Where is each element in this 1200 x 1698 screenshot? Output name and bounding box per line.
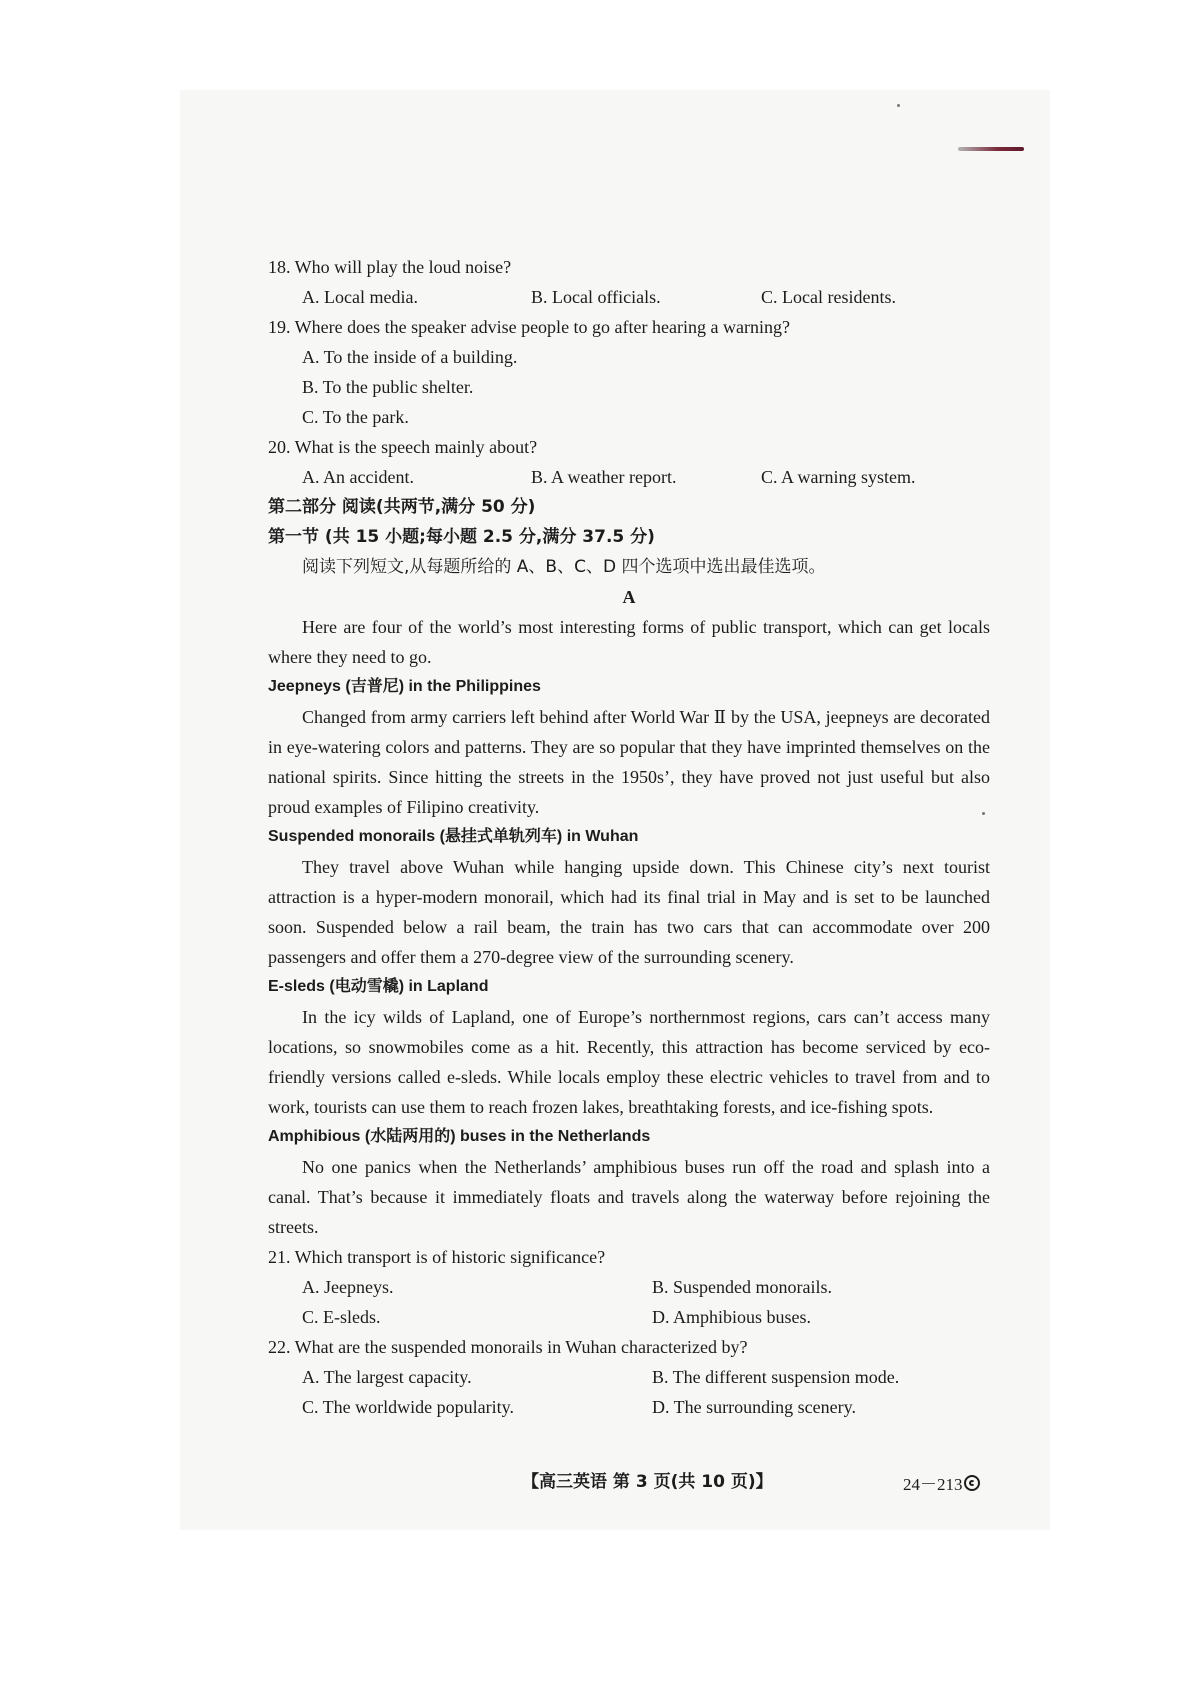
option-a: A. Jeepneys.	[302, 1277, 394, 1297]
section-text-jeepneys: Changed from army carriers left behind after World War Ⅱ by the USA, jeepneys are decorated in eye-watering colors and patterns. They are so popular that they have imprinted themselves on the national spirits. Since hitting the streets in the 1950s’, they have proved not just useful but also proud examples of Filipino creativity.	[268, 707, 990, 817]
options-row	[268, 462, 990, 492]
section-text-monorails: They travel above Wuhan while hanging upside down. This Chinese city’s next tourist attraction is a hyper-modern monorail, which had its final trial in May and is set to be launched soon. Suspended below a rail beam, the train has two cars that can accommodate over 200 passengers and offer them a 270-degree view of the surrounding scenery.	[268, 857, 990, 967]
paper-code-text: 24－213	[903, 1475, 963, 1494]
passage-letter: A	[622, 587, 636, 607]
paper-code	[903, 1470, 980, 1495]
option-a: A. Local media.	[302, 287, 418, 307]
scan-speck	[897, 104, 900, 107]
question-stem: 22. What are the suspended monorails in Wuhan characterized by?	[268, 1337, 748, 1357]
section-heading-e-sleds: E-sleds (电动雪橇) in Lapland	[268, 978, 489, 995]
option-b: B. To the public shelter.	[302, 377, 474, 397]
option-a: A. The largest capacity.	[302, 1367, 472, 1387]
options-row	[268, 1272, 990, 1302]
question-18	[268, 252, 990, 312]
option-c: C. The worldwide popularity.	[302, 1397, 514, 1417]
option-b: B. The different suspension mode.	[652, 1367, 900, 1387]
question-20	[268, 432, 990, 492]
option-c: C. E-sleds.	[302, 1307, 381, 1327]
option-d: D. The surrounding scenery.	[652, 1397, 856, 1417]
option-b: B. Suspended monorails.	[652, 1277, 832, 1297]
option-d: D. Amphibious buses.	[652, 1307, 812, 1327]
option-b: B. A weather report.	[531, 467, 677, 487]
option-a: A. An accident.	[302, 467, 414, 487]
question-stem: 20. What is the speech mainly about?	[268, 437, 538, 457]
section-text-amphibious-buses: No one panics when the Netherlands’ amphibious buses run off the road and splash into a canal. That’s because it immediately floats and travels along the waterway before rejoining the streets.	[268, 1157, 990, 1237]
section-title: 第一节 (共 15 小题;每小题 2.5 分,满分 37.5 分)	[268, 527, 655, 547]
instruction: 阅读下列短文,从每题所给的 A、B、C、D 四个选项中选出最佳选项。	[302, 557, 826, 577]
exam-page	[268, 252, 990, 1422]
option-c: C. To the park.	[302, 407, 409, 427]
option-c: C. A warning system.	[761, 467, 916, 487]
section-text-e-sleds: In the icy wilds of Lapland, one of Europe’s northernmost regions, cars can’t access many locations, so snowmobiles come as a hit. Recently, this attraction has become serviced by eco-friendly versions called e-sleds. While locals employ these electric vehicles to travel from and to work, tourists can use them to reach frozen lakes, breathtaking forests, and ice-fishing spots.	[268, 1007, 990, 1117]
part-title: 第二部分 阅读(共两节,满分 50 分)	[268, 497, 536, 517]
page-footer: 【高三英语 第 3 页(共 10 页)】	[522, 1472, 773, 1492]
options-row	[268, 282, 990, 312]
question-22	[268, 1332, 990, 1422]
passage-intro: Here are four of the world’s most interesting forms of public transport, which can get locals where they need to go.	[268, 617, 990, 667]
options-row	[268, 1362, 990, 1392]
section-heading-jeepneys: Jeepneys (吉普尼) in the Philippines	[268, 678, 541, 695]
section-heading-monorails: Suspended monorails (悬挂式单轨列车) in Wuhan	[268, 828, 639, 845]
question-19	[268, 312, 990, 432]
question-stem: 19. Where does the speaker advise people to go after hearing a warning?	[268, 317, 790, 337]
option-b: B. Local officials.	[531, 287, 661, 307]
question-stem: 18. Who will play the loud noise?	[268, 257, 512, 277]
circled-c-icon	[964, 1475, 980, 1491]
question-21	[268, 1242, 990, 1332]
corner-pen-mark	[958, 147, 1024, 151]
options-row	[268, 1392, 990, 1422]
options-row	[268, 1302, 990, 1332]
option-c: C. Local residents.	[761, 287, 896, 307]
section-heading-amphibious-buses: Amphibious (水陆两用的) buses in the Netherlands	[268, 1128, 651, 1145]
question-stem: 21. Which transport is of historic significance?	[268, 1247, 606, 1267]
option-a: A. To the inside of a building.	[302, 347, 518, 367]
